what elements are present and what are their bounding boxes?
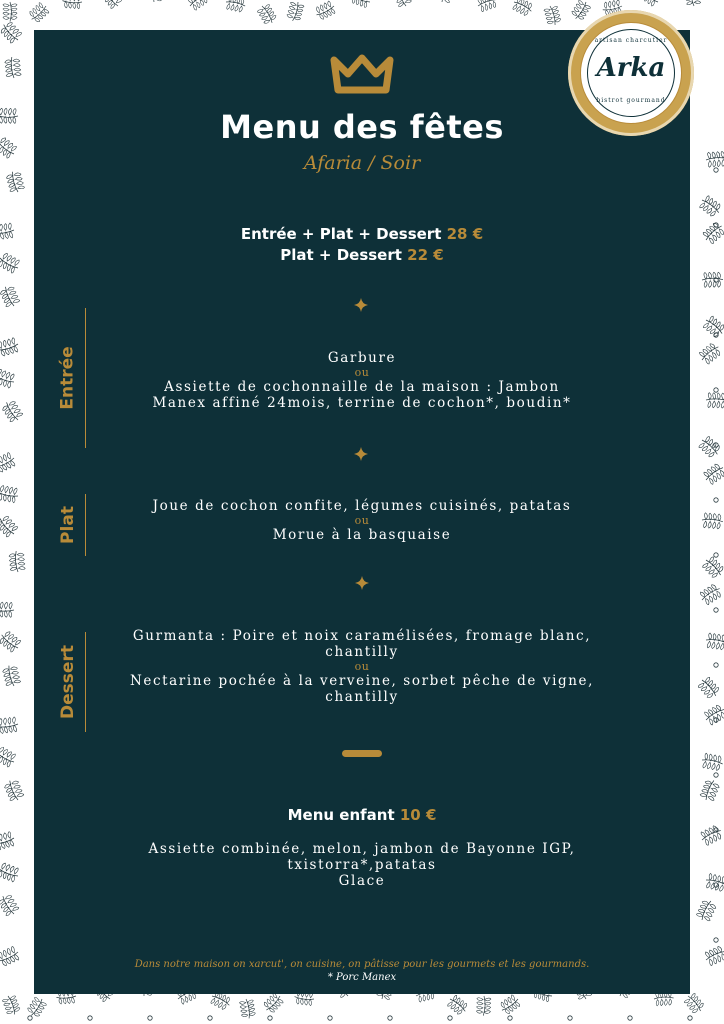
footer-tagline: Dans notre maison on xarcut', on cuisine, on pâtisse pour les gourmets et les gourmands. <box>134 959 590 970</box>
sparkle-icon <box>353 446 369 462</box>
leaf-sprig-icon <box>261 991 285 1015</box>
leaf-sprig-icon <box>701 513 723 530</box>
berry-icon <box>388 1016 392 1020</box>
formula-1-price: 28 € <box>446 225 484 243</box>
leaf-sprig-icon <box>701 555 724 581</box>
leaf-sprig-icon <box>0 831 16 851</box>
logo-bottom-text: bistrot gourmand <box>596 97 666 104</box>
leaf-sprig-icon <box>392 0 413 9</box>
leaf-sprig-icon <box>446 994 470 1017</box>
page-subtitle: Afaria / Soir <box>303 152 421 174</box>
berry-icon <box>628 1016 632 1020</box>
plat-ou: ou <box>354 514 370 527</box>
berry-icon <box>714 773 718 777</box>
kids-line-2: txistorra*,patatas <box>287 857 437 873</box>
berry-icon <box>714 388 718 392</box>
sparkle-icon <box>354 575 370 591</box>
dessert-ou: ou <box>354 660 370 673</box>
leaf-sprig-icon <box>697 194 723 219</box>
menu-panel <box>34 30 690 994</box>
berry-icon <box>28 1016 32 1020</box>
leaf-sprig-icon <box>5 170 25 194</box>
formula-1-label: Entrée + Plat + Dessert <box>240 225 442 243</box>
leaf-sprig-icon <box>685 0 701 7</box>
leaf-sprig-icon <box>0 20 23 46</box>
footer-note: * Porc Manex <box>327 972 397 983</box>
leaf-sprig-icon <box>683 992 706 1016</box>
leaf-sprig-icon <box>2 664 22 688</box>
entree-dish-2-line-1: Assiette de cochonnaille de la maison : Jambon <box>164 379 560 395</box>
leaf-sprig-icon <box>0 485 19 504</box>
leaf-sprig-icon <box>0 745 18 768</box>
price-formula-1 <box>34 225 690 243</box>
leaf-sprig-icon <box>704 873 724 893</box>
leaf-sprig-icon <box>696 675 721 701</box>
leaf-sprig-icon <box>225 0 247 13</box>
kids-menu-label: Menu enfant <box>287 806 395 824</box>
entree-dishes <box>114 350 610 411</box>
leaf-sprig-icon <box>256 2 278 26</box>
dessert-dish-1-line-2: chantilly <box>325 644 399 660</box>
leaf-sprig-icon <box>705 151 724 167</box>
leaf-sprig-icon <box>0 513 20 539</box>
leaf-sprig-icon <box>701 753 724 772</box>
kids-menu-title <box>34 806 690 824</box>
berry-icon <box>714 168 718 172</box>
sparkle-icon <box>353 297 369 313</box>
crown-icon <box>328 52 396 98</box>
leaf-sprig-icon <box>286 0 305 23</box>
berry-icon <box>714 553 718 557</box>
berry-icon <box>688 1016 692 1020</box>
plat-dishes <box>114 498 610 543</box>
leaf-sprig-icon <box>570 0 592 22</box>
berry-icon <box>88 1016 92 1020</box>
berry-icon <box>328 1016 332 1020</box>
section-label-dessert: Dessert <box>58 645 79 719</box>
leaf-sprig-icon <box>0 223 15 241</box>
kids-line-3: Glace <box>338 873 386 889</box>
leaf-sprig-icon <box>702 703 724 726</box>
section-dash-divider <box>342 750 382 757</box>
leaf-sprig-icon <box>349 0 372 9</box>
berry-icon <box>714 663 718 667</box>
leaf-sprig-icon <box>543 4 562 27</box>
section-label-plat: Plat <box>57 506 78 544</box>
price-formula-2 <box>34 246 690 264</box>
leaf-sprig-icon <box>4 56 21 78</box>
leaf-sprig-icon <box>0 945 21 967</box>
logo-inner-circle <box>580 22 682 124</box>
leaf-sprig-icon <box>0 368 17 389</box>
dessert-dishes <box>114 628 610 705</box>
section-divider-plat <box>85 494 86 556</box>
berry-icon <box>448 1016 452 1020</box>
dessert-dish-1-line-1: Gurmanta : Poire et noix caramélisées, fromage blanc, <box>132 628 592 644</box>
berry-icon <box>148 1016 152 1020</box>
leaf-sprig-icon <box>0 398 24 424</box>
leaf-sprig-icon <box>702 272 723 287</box>
section-label-entree: Entrée <box>58 346 79 410</box>
leaf-sprig-icon <box>706 393 724 409</box>
leaf-sprig-icon <box>476 0 499 13</box>
logo-name: Arka <box>596 53 666 83</box>
section-divider-entree <box>85 308 86 448</box>
leaf-sprig-icon <box>697 435 723 460</box>
entree-dish-1: Garbure <box>327 350 397 366</box>
leaf-sprig-icon <box>1 994 21 1017</box>
leaf-sprig-icon <box>0 108 18 123</box>
berry-icon <box>568 1016 572 1020</box>
leaf-sprig-icon <box>9 550 26 572</box>
leaf-sprig-icon <box>0 629 23 654</box>
leaf-sprig-icon <box>698 582 724 606</box>
leaf-sprig-icon <box>702 462 724 486</box>
formula-2-label: Plat + Dessert <box>280 246 402 264</box>
berry-icon <box>268 1016 272 1020</box>
leaf-sprig-icon <box>62 0 83 9</box>
berry-icon <box>714 938 718 942</box>
leaf-sprig-icon <box>498 993 522 1016</box>
leaf-sprig-icon <box>511 0 535 17</box>
leaf-sprig-icon <box>638 0 662 8</box>
page-title: Menu des fêtes <box>220 108 504 146</box>
leaf-sprig-icon <box>147 0 164 3</box>
entree-ou: ou <box>354 366 370 379</box>
dessert-dish-2-line-2: chantilly <box>325 689 399 705</box>
berry-icon <box>508 1016 512 1020</box>
berry-icon <box>714 498 718 502</box>
leaf-sprig-icon <box>0 337 20 357</box>
leaf-sprig-icon <box>3 778 25 803</box>
kids-menu-price: 10 € <box>399 806 437 824</box>
plat-dish-1: Joue de cochon confite, légumes cuisinés, patatas <box>152 498 572 514</box>
leaf-sprig-icon <box>699 824 724 847</box>
leaf-sprig-icon <box>701 314 724 339</box>
section-divider-dessert <box>85 632 86 732</box>
leaf-sprig-icon <box>695 898 717 923</box>
leaf-sprig-icon <box>0 451 17 474</box>
leaf-sprig-icon <box>25 995 47 1019</box>
leaf-sprig-icon <box>27 1 51 25</box>
leaf-sprig-icon <box>0 892 20 918</box>
leaf-sprig-icon <box>3 2 17 22</box>
entree-dish-2-line-2: Manex affiné 24mois, terrine de cochon*, boudin* <box>152 395 572 411</box>
leaf-sprig-icon <box>0 251 22 274</box>
dessert-dish-2-line-1: Nectarine pochée à la verveine, sorbet pêche de vigne, <box>129 673 595 689</box>
berry-icon <box>208 1016 212 1020</box>
leaf-sprig-icon <box>703 945 724 967</box>
leaf-sprig-icon <box>0 861 21 883</box>
kids-menu-items <box>114 841 610 889</box>
arka-logo <box>568 10 694 136</box>
leaf-sprig-icon <box>0 284 21 309</box>
leaf-sprig-icon <box>313 0 337 21</box>
leaf-sprig-icon <box>701 220 724 245</box>
leaf-sprig-icon <box>0 602 14 618</box>
leaf-sprig-icon <box>699 778 721 803</box>
formula-2-price: 22 € <box>407 246 444 264</box>
leaf-sprig-icon <box>697 341 723 366</box>
logo-top-text: artisan charcutier <box>594 37 668 44</box>
leaf-sprig-icon <box>100 0 123 10</box>
leaf-sprig-icon <box>436 0 457 5</box>
berry-icon <box>714 608 718 612</box>
leaf-sprig-icon <box>0 717 19 734</box>
leaf-sprig-icon <box>239 998 256 1020</box>
footer <box>34 958 690 984</box>
plat-dish-2: Morue à la basquaise <box>272 527 452 543</box>
kids-line-1: Assiette combinée, melon, jambon de Bayonne IGP, <box>148 841 576 857</box>
leaf-sprig-icon <box>476 996 491 1016</box>
leaf-sprig-icon <box>186 0 210 12</box>
leaf-sprig-icon <box>705 633 724 651</box>
leaf-sprig-icon <box>0 135 19 160</box>
